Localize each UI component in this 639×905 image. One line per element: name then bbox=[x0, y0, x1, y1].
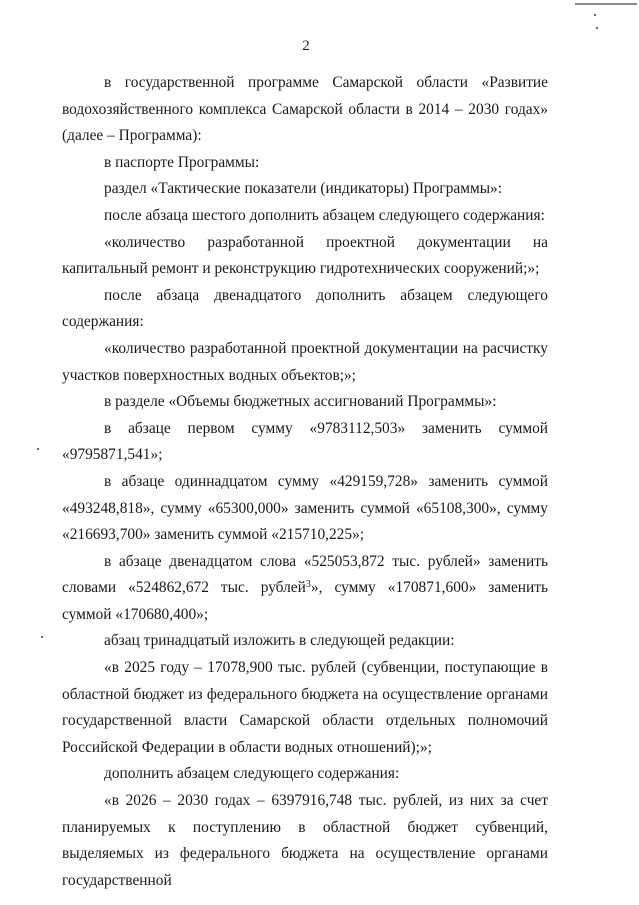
paragraph: абзац тринадцатый изложить в следующей редакции: bbox=[104, 632, 455, 650]
paragraph: после абзаца шестого дополнить абзацем следующего содержания: bbox=[104, 206, 545, 224]
scan-artifact-line bbox=[575, 3, 637, 5]
paragraph: в государственной программе Самарской области «Развитие водохозяйственного комплекса Самарской области в 2014 – 2030 годах» (далее – Программа): bbox=[62, 74, 548, 145]
paragraph-text-after: », сумму «170871,600» заменить суммой «170680,400»; bbox=[62, 579, 548, 623]
scan-artifact-dot bbox=[41, 636, 43, 638]
paragraph: «в 2025 году – 17078,900 тыс. рублей (субвенции, поступающие в областной бюджет из федерального бюджета на осуществление органами государственной власти Самарской области отдельных полномочий Российской Федерации в области водных отношений);»; bbox=[62, 659, 548, 756]
paragraph-text-before: в абзаце двенадцатом слова «525053,872 тыс. рублей» заменить словами «524862,672 тыс. рублей bbox=[62, 552, 548, 597]
paragraph: после абзаца двенадцатого дополнить абзацем следующего содержания: bbox=[62, 286, 548, 331]
paragraph: в паспорте Программы: bbox=[104, 153, 260, 171]
footnote-marker: 3 bbox=[305, 579, 311, 591]
scan-artifact-dot bbox=[594, 14, 596, 16]
paragraph: в разделе «Объемы бюджетных ассигнований Программы»: bbox=[104, 393, 497, 411]
paragraph: «в 2026 – 2030 годах – 6397916,748 тыс. рублей, из них за счет планируемых к поступлению в областной бюджет субвенций, выделяемых из федерального бюджета на осуществление органами государственной bbox=[62, 792, 548, 889]
paragraph: «количество разработанной проектной документации на расчистку участков поверхностных водных объектов;»; bbox=[62, 339, 548, 384]
paragraph: дополнить абзацем следующего содержания: bbox=[104, 765, 400, 783]
paragraph: в абзаце первом сумму «9783112,503» заменить суммой «9795871,541»; bbox=[62, 419, 548, 464]
paragraph: в абзаце одиннадцатом сумму «429159,728» заменить суммой «493248,818», сумму «65300,000» заменить суммой «65108,300», сумму «216693,700» заменить суммой «215710,225»; bbox=[62, 472, 548, 544]
paragraph bbox=[62, 549, 548, 629]
scan-artifact-dot bbox=[596, 27, 598, 29]
paragraph: «количество разработанной проектной документации на капитальный ремонт и реконструкцию гидротехнических сооружений;»; bbox=[62, 233, 548, 278]
scan-artifact-dot bbox=[37, 448, 39, 450]
paragraph: раздел «Тактические показатели (индикаторы) Программы»: bbox=[104, 180, 503, 198]
page-number: 2 bbox=[302, 38, 310, 54]
document-body bbox=[62, 70, 548, 894]
